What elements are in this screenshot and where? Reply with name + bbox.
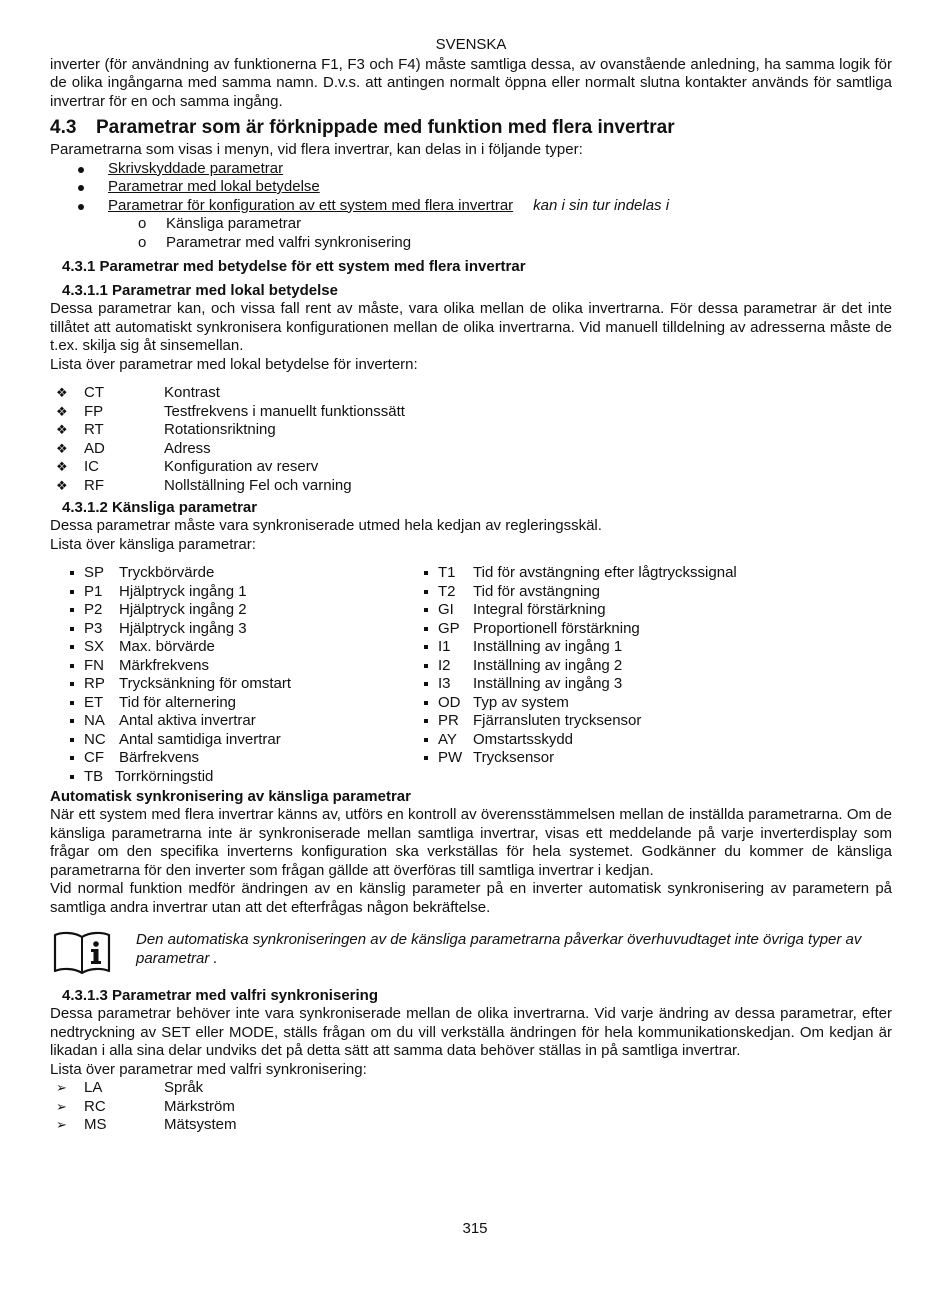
param-code: P2 xyxy=(84,601,103,618)
auto-sync-paragraph-2: Vid normal funktion medför ändringen av en känslig parameter på en inverter automatisk synkronisering av parametern på samtliga andra invertrar utan att det efterfrågas någon bekräftelse. xyxy=(50,880,892,916)
square-bullet-icon xyxy=(70,664,74,668)
circle-marker: o xyxy=(138,215,147,232)
param-code: IC xyxy=(84,458,99,475)
param-description: Tid för avstängning efter lågtryckssignal xyxy=(473,564,737,581)
param-description: Hjälptryck ingång 2 xyxy=(119,601,247,618)
list-item xyxy=(68,638,408,657)
param-code: I1 xyxy=(438,638,451,655)
list-item xyxy=(68,583,408,602)
param-code: GI xyxy=(438,601,454,618)
param-code: P1 xyxy=(84,582,103,600)
param-description: Integral förstärkning xyxy=(473,601,606,618)
list-item xyxy=(422,712,882,731)
info-note-text: Den automatiska synkroniseringen av de känsliga parametrarna påverkar överhuvudtaget inte övriga typer av parametrar . xyxy=(136,931,862,967)
param-description: Adress xyxy=(164,439,211,457)
param-code: RT xyxy=(84,421,104,438)
list-item xyxy=(68,731,408,750)
square-bullet-icon xyxy=(424,608,428,612)
param-description: Fjärransluten trycksensor xyxy=(473,712,642,729)
diamond-bullet-icon: ❖ xyxy=(56,403,68,419)
param-code: SP xyxy=(84,564,105,581)
param-description: Märkfrekvens xyxy=(119,656,210,674)
list-item xyxy=(68,694,408,713)
optional-list-lead: Lista över parametrar med valfri synkronisering: xyxy=(50,1060,367,1078)
parameter-type-list xyxy=(50,160,892,216)
square-bullet-icon xyxy=(70,571,74,575)
list-item xyxy=(422,564,882,583)
param-code: AD xyxy=(84,439,105,457)
param-code: CF xyxy=(84,749,104,766)
param-code: PW xyxy=(438,749,463,766)
square-bullet-icon xyxy=(424,701,428,705)
sensitive-list-right xyxy=(422,564,882,768)
square-bullet-icon xyxy=(70,608,74,612)
square-bullet-icon xyxy=(70,775,74,779)
list-item xyxy=(68,675,408,694)
param-code: CT xyxy=(84,384,104,401)
intro-paragraph: inverter (för användning av funktionerna F1, F3 och F4) måste samtliga dessa, av ovanstående anledning, ha samma logik för de olika ingångarna med samma namn. D.v.s. att antingen normalt öppna eller normalt slutna kontakter används för samtliga invertrar för en och samma ingång. xyxy=(50,55,892,110)
list-item xyxy=(422,657,882,676)
list-item xyxy=(68,620,408,639)
param-code: I2 xyxy=(438,656,451,674)
list-item xyxy=(422,749,882,768)
param-description: Trycksänkning för omstart xyxy=(119,675,291,692)
param-description: Trycksensor xyxy=(473,749,555,766)
param-code: P3 xyxy=(84,619,103,637)
square-bullet-icon xyxy=(70,627,74,631)
param-description: Torrkörningstid xyxy=(115,767,214,785)
square-bullet-icon xyxy=(70,645,74,649)
section-4-3-1-heading: 4.3.1 Parametrar med betydelse för ett system med flera invertrar xyxy=(62,258,526,275)
optional-parameter-list xyxy=(50,1079,892,1135)
param-code: OD xyxy=(438,693,461,711)
section-number: 4.3 xyxy=(50,117,77,138)
list-item xyxy=(68,657,408,676)
section-4-3-1-3-body: Dessa parametrar behöver inte vara synkroniserade mellan de olika invertrarna. Vid varje ändring av dessa parametrar, efter nedtryckning av SET eller MODE, ställs frågan om du vill verkställa ändringen för hela kommunikationskedjan. Om kedjan är likadan i alla sina delar undviks det på detta sätt att samma data behöver ställas in på samtliga invertrar. xyxy=(50,1005,892,1059)
sub-type-list xyxy=(50,215,892,252)
diamond-bullet-icon: ❖ xyxy=(56,477,68,493)
param-code: GP xyxy=(438,619,460,637)
list-item xyxy=(68,712,408,731)
param-code: I3 xyxy=(438,675,451,692)
param-description: Språk xyxy=(164,1079,204,1096)
list-item-label: Parametrar med lokal betydelse xyxy=(108,178,320,195)
square-bullet-icon xyxy=(70,590,74,594)
list-item xyxy=(50,384,892,403)
list-item xyxy=(68,601,408,620)
param-code: PR xyxy=(438,712,459,729)
list-item-tail: kan i sin tur indelas i xyxy=(533,196,670,214)
list-item xyxy=(422,731,882,750)
param-description: Inställning av ingång 2 xyxy=(473,656,623,674)
diamond-bullet-icon: ❖ xyxy=(56,459,68,474)
square-bullet-icon xyxy=(424,627,428,631)
circle-marker: o xyxy=(138,233,147,251)
param-description: Max. börvärde xyxy=(119,638,215,655)
param-code: MS xyxy=(84,1116,107,1133)
list-item xyxy=(50,1098,892,1117)
list-item xyxy=(50,160,892,179)
param-description: Märkström xyxy=(164,1097,235,1115)
sensitive-list-lead: Lista över känsliga parametrar: xyxy=(50,535,256,553)
diamond-bullet-icon: ❖ xyxy=(56,422,68,437)
local-parameter-list xyxy=(50,384,892,495)
section-4-3-1-1-body: Dessa parametrar kan, och vissa fall rent av måste, vara olika mellan de olika invertrarna. För dessa parametrar är det inte tillåtet att automatiskt synkronisera konfigurationen mellan de olika invertrarna. Vid manuell tilldelning av adresserna måste de t.ex. skilja sig åt sinsemellan. xyxy=(50,300,892,354)
sensitive-list-left xyxy=(68,564,408,786)
param-description: Inställning av ingång 1 xyxy=(473,638,623,655)
list-item xyxy=(422,675,882,694)
square-bullet-icon xyxy=(424,738,428,742)
square-bullet-icon xyxy=(70,701,74,705)
section-4-3-1-2-heading: 4.3.1.2 Känsliga parametrar xyxy=(62,499,258,516)
bullet-dot xyxy=(78,204,84,210)
bullet-dot xyxy=(78,185,84,191)
manual-info-icon xyxy=(52,929,112,975)
section-4-3-1-1-heading: 4.3.1.1 Parametrar med lokal betydelse xyxy=(62,282,338,299)
section-4-3-lead: Parametrarna som visas i menyn, vid flera invertrar, kan delas in i följande typer: xyxy=(50,141,583,158)
list-item xyxy=(50,440,892,459)
square-bullet-icon xyxy=(70,719,74,723)
list-item-label: Parametrar med valfri synkronisering xyxy=(166,233,412,251)
sensitive-parameter-columns xyxy=(50,564,892,786)
section-4-3-heading xyxy=(50,117,892,139)
param-description: Hjälptryck ingång 3 xyxy=(119,619,247,637)
auto-sync-heading: Automatisk synkronisering av känsliga parametrar xyxy=(50,788,411,805)
param-description: Testfrekvens i manuellt funktionssätt xyxy=(164,402,405,420)
param-code: RF xyxy=(84,476,104,494)
param-code: ET xyxy=(84,693,104,711)
list-item xyxy=(50,1116,892,1135)
param-description: Antal aktiva invertrar xyxy=(119,712,256,729)
diamond-bullet-icon: ❖ xyxy=(56,385,68,400)
diamond-bullet-icon: ❖ xyxy=(56,440,68,456)
param-description: Nollställning Fel och varning xyxy=(164,476,352,494)
list-item xyxy=(68,564,408,583)
section-4-3-1-2-body: Dessa parametrar måste vara synkroniserade utmed hela kedjan av regleringsskäl. xyxy=(50,517,602,534)
param-code: NA xyxy=(84,712,105,729)
param-code: AY xyxy=(438,730,457,748)
param-description: Kontrast xyxy=(164,384,220,401)
list-item xyxy=(50,458,892,477)
list-item xyxy=(50,1079,892,1098)
list-item xyxy=(50,477,892,496)
param-code: RP xyxy=(84,675,105,692)
section-4-3-1-3-heading: 4.3.1.3 Parametrar med valfri synkronisering xyxy=(62,987,378,1004)
section-title: Parametrar som är förknippade med funktion med flera invertrar xyxy=(96,117,675,138)
param-code: T1 xyxy=(438,564,456,581)
square-bullet-icon xyxy=(424,719,428,723)
square-bullet-icon xyxy=(424,664,428,668)
square-bullet-icon xyxy=(424,756,428,760)
list-item xyxy=(50,178,892,197)
list-item xyxy=(68,768,408,787)
param-description: Antal samtidiga invertrar xyxy=(119,730,281,748)
square-bullet-icon xyxy=(424,682,428,686)
square-bullet-icon xyxy=(424,590,428,594)
param-description: Hjälptryck ingång 1 xyxy=(119,582,247,600)
param-code: T2 xyxy=(438,582,456,600)
list-item xyxy=(50,403,892,422)
list-item xyxy=(50,215,892,234)
square-bullet-icon xyxy=(424,571,428,575)
list-item-label: Skrivskyddade parametrar xyxy=(108,159,284,177)
list-item xyxy=(422,583,882,602)
list-item xyxy=(422,694,882,713)
param-description: Tryckbörvärde xyxy=(119,564,215,581)
param-code: TB xyxy=(84,767,104,785)
auto-sync-paragraph-1: När ett system med flera invertrar känns av, utförs en kontroll av överensstämmelsen mellan de inställda parametrarna. Om de känsliga parametrarna inte är synkroniserade mellan samtliga invertrar, visas ett meddelande på varje inverterdisplay som frågar om den specifika inverterns konfiguration ska verkställas för hela systemet. Godkänner du kommer de känsliga parametrarna för den inverter som frågan gällde att överföras till samtliga invertrar i kedjan. xyxy=(50,806,892,879)
param-description: Omstartsskydd xyxy=(473,730,574,748)
param-description: Rotationsriktning xyxy=(164,421,276,438)
param-code: SX xyxy=(84,638,105,655)
list-item-label: Parametrar för konfiguration av ett system med flera invertrar xyxy=(108,196,514,214)
local-list-lead: Lista över parametrar med lokal betydelse för invertern: xyxy=(50,355,418,373)
list-item xyxy=(68,749,408,768)
param-description: Konfiguration av reserv xyxy=(164,458,319,475)
param-code: FN xyxy=(84,656,104,674)
param-description: Mätsystem xyxy=(164,1116,237,1133)
list-item xyxy=(422,620,882,639)
arrow-bullet-icon: ➢ xyxy=(56,1080,67,1095)
info-note xyxy=(50,927,892,985)
running-header: SVENSKA xyxy=(435,36,507,53)
square-bullet-icon xyxy=(70,756,74,760)
list-item-label: Känsliga parametrar xyxy=(166,215,302,232)
list-item xyxy=(50,234,892,253)
list-item xyxy=(422,601,882,620)
param-code: FP xyxy=(84,402,104,420)
square-bullet-icon xyxy=(424,645,428,649)
param-description: Proportionell förstärkning xyxy=(473,619,640,637)
page-number: 315 xyxy=(462,1220,488,1237)
param-code: LA xyxy=(84,1079,103,1096)
document-page xyxy=(50,36,892,1135)
param-description: Tid för avstängning xyxy=(473,582,601,600)
param-description: Tid för alternering xyxy=(119,693,236,711)
param-code: NC xyxy=(84,730,106,748)
list-item xyxy=(50,421,892,440)
param-description: Bärfrekvens xyxy=(119,749,200,766)
square-bullet-icon xyxy=(70,738,74,742)
list-item xyxy=(422,638,882,657)
bullet-dot xyxy=(78,167,84,173)
list-item xyxy=(50,197,892,216)
arrow-bullet-icon: ➢ xyxy=(56,1098,67,1114)
square-bullet-icon xyxy=(70,682,74,686)
param-description: Typ av system xyxy=(473,693,569,711)
param-code: RC xyxy=(84,1097,106,1115)
arrow-bullet-icon: ➢ xyxy=(56,1117,67,1132)
param-description: Inställning av ingång 3 xyxy=(473,675,623,692)
